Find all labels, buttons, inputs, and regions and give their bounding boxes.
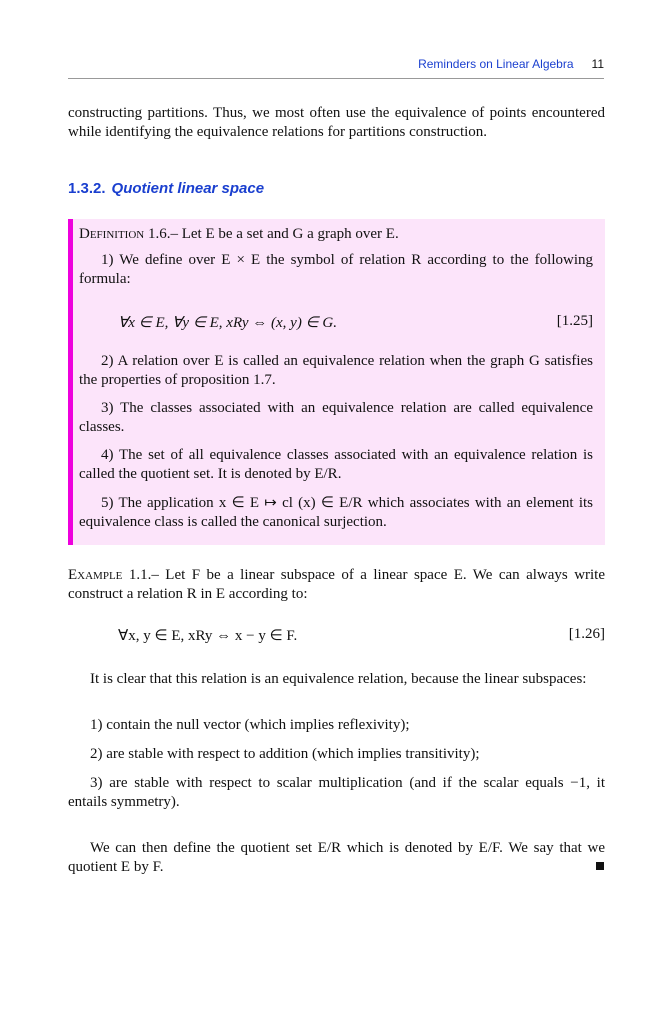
definition-p2: 2) A relation over E is called an equivalence relation when the graph G satisfies the properties of proposition 1.7. bbox=[79, 353, 593, 388]
page-number: 11 bbox=[591, 57, 604, 71]
list-item: 3) are stable with respect to scalar multiplication (and if the scalar equals −1, it entails symmetry). bbox=[68, 775, 605, 810]
example-label: Example 1.1.– bbox=[68, 567, 159, 583]
section-title: Quotient linear space bbox=[111, 180, 265, 197]
list-item: 2) are stable with respect to addition (which implies transitivity); bbox=[90, 746, 480, 762]
example-lead-text: Let F be a linear subspace of a linear space E. We can always write construct a relation R in E according to: bbox=[68, 567, 606, 602]
definition-label: Definition 1.6.– bbox=[79, 226, 178, 242]
equation-1-26: ∀x, y ∈ E, xRy ⇔ x − y ∈ F. bbox=[118, 628, 298, 644]
example-p1: It is clear that this relation is an equivalence relation, because the linear subspaces: bbox=[90, 671, 587, 687]
list-item: 1) contain the null vector (which implies reflexivity); bbox=[90, 717, 410, 733]
example-conclusion: We can then define the quotient set E/R which is denoted by E/F. We say that we quotient E by F. bbox=[68, 840, 605, 875]
equation-number: [1.26] bbox=[568, 626, 605, 642]
header-rule bbox=[68, 78, 604, 79]
running-title: Reminders on Linear Algebra bbox=[418, 57, 574, 71]
definition-p5: 5) The application x ∈ E ↦ cl (x) ∈ E/R which associates with an element its equivalence class is called the canonical surjection. bbox=[79, 495, 593, 530]
equation-number: [1.25] bbox=[556, 313, 593, 329]
definition-lead bbox=[79, 225, 593, 244]
intro-paragraph: constructing partitions. Thus, we most often use the equivalence of points encountered while identifying the equivalence relations for partitions construction. bbox=[68, 105, 605, 140]
definition-p1: 1) We define over E × E the symbol of relation R according to the following formula: bbox=[79, 252, 593, 287]
equation-1-25 bbox=[118, 313, 525, 332]
definition-lead-text: Let E be a set and G a graph over E. bbox=[181, 226, 399, 242]
definition-p3: 3) The classes associated with an equivalence relation are called equivalence classes. bbox=[79, 400, 593, 435]
definition-box bbox=[68, 219, 605, 545]
running-header bbox=[418, 57, 604, 71]
definition-p4: 4) The set of all equivalence classes associated with an equivalence relation is called the quotient set. It is denoted by E/R. bbox=[79, 447, 593, 482]
equation-text: ∀x ∈ E, ∀y ∈ E, xRy ⇔ (x, y) ∈ G. bbox=[118, 315, 337, 331]
qed-square-icon bbox=[596, 862, 604, 870]
section-heading bbox=[68, 180, 264, 197]
example-lead bbox=[68, 566, 605, 604]
section-number: 1.3.2. bbox=[68, 180, 106, 197]
